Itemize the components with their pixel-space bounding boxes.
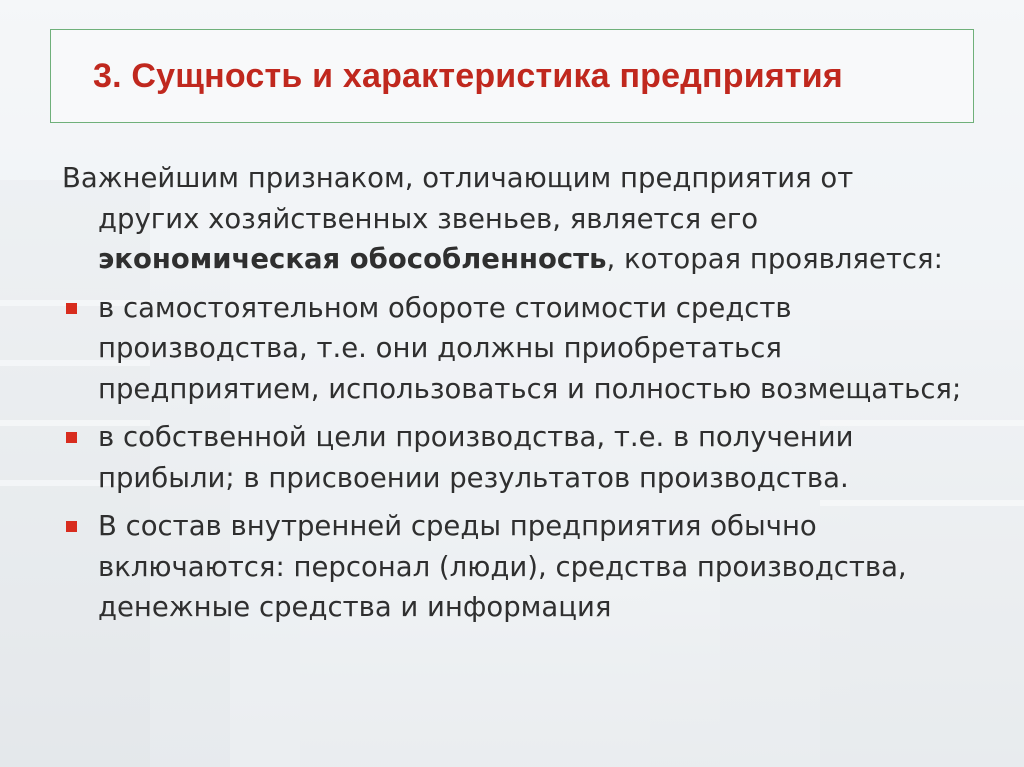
bullet-text: в собственной цели производства, т.е. в получении прибыли; в присвоении результатов производства. xyxy=(98,421,854,494)
slide-body xyxy=(62,158,962,636)
title-box xyxy=(50,29,974,123)
red-square-bullet-icon xyxy=(66,521,77,532)
bullet-text: в самостоятельном обороте стоимости средств производства, т.е. они должны приобретаться предприятием, использоваться и полностью возмещаться; xyxy=(98,291,962,405)
red-square-bullet-icon xyxy=(66,303,77,314)
bullet-item xyxy=(62,288,962,410)
slide-title: 3. Сущность и характеристика предприятия xyxy=(93,56,843,95)
bullet-text: В состав внутренней среды предприятия обычно включаются: персонал (люди), средства производства, денежные средства и информация xyxy=(98,510,907,623)
bullet-item xyxy=(62,417,962,498)
bullet-list xyxy=(62,288,962,628)
red-square-bullet-icon xyxy=(66,432,77,443)
intro-paragraph xyxy=(62,158,962,280)
intro-text-before: Важнейшим признаком, отличающим предприятия от других хозяйственных звеньев, является его xyxy=(62,162,854,235)
bullet-item xyxy=(62,506,962,628)
intro-text-after: , которая проявляется: xyxy=(606,243,943,275)
intro-text-bold: экономическая обособленность xyxy=(98,243,607,275)
